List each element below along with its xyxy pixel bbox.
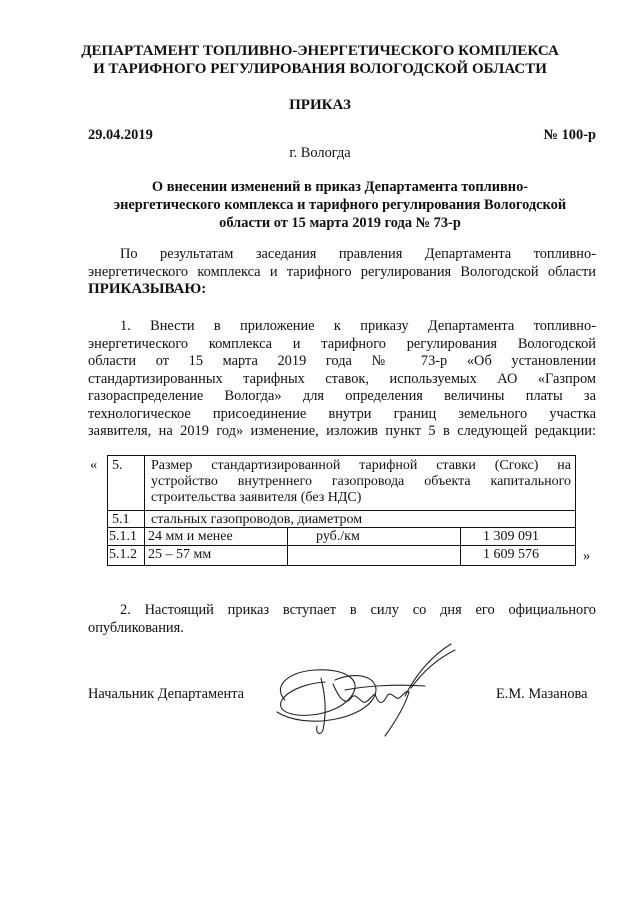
item1-paragraph xyxy=(88,318,596,441)
item1-line5: газораспределение Вологда» для определения величины платы за xyxy=(88,388,596,404)
table-row2-num: 5.1 xyxy=(112,512,130,527)
order-city: г. Вологда xyxy=(289,145,351,161)
table-row3-num: 5.1.1 xyxy=(109,529,137,544)
signatory-name: Е.М. Мазанова xyxy=(496,686,588,702)
handwritten-signature xyxy=(255,640,465,740)
table-row1-text-line2: устройство внутреннего газопровода объекта капитального xyxy=(151,474,571,489)
table-row3-text: 24 мм и менее xyxy=(148,529,233,544)
subject-line2: энергетического комплекса и тарифного регулирования Вологодской xyxy=(113,197,567,213)
table-row1-text xyxy=(147,457,575,507)
department-heading-line2: И ТАРИФНОГО РЕГУЛИРОВАНИЯ ВОЛОГОДСКОЙ ОБЛАСТИ xyxy=(93,61,547,77)
order-date: 29.04.2019 xyxy=(88,127,153,143)
table-row3-unit: руб./км xyxy=(316,529,360,544)
item1-line4: стандартизированных тарифных ставок, используемых АО «Газпром xyxy=(88,370,596,387)
table-row4-value: 1 609 576 xyxy=(483,547,539,562)
item2-line1: 2. Настоящий приказ вступает в силу со дня его официального xyxy=(120,602,596,618)
subject-line1: О внесении изменений в приказ Департамента топливно- xyxy=(151,179,529,195)
item1-line7: заявителя, на 2019 год» изменение, изложив пункт 5 в следующей редакции: xyxy=(88,423,596,439)
order-subject xyxy=(90,178,590,232)
subject-line3: области от 15 марта 2019 года № 73-р xyxy=(219,215,461,231)
table-row1-text-line3: строительства заявителя (без НДС) xyxy=(151,490,362,505)
table-open-quote: « xyxy=(90,457,98,473)
tariff-table xyxy=(107,455,576,566)
table-row4-text: 25 – 57 мм xyxy=(148,547,212,562)
preamble-paragraph xyxy=(88,246,596,299)
table-row2-text: стальных газопроводов, диаметром xyxy=(151,512,363,527)
order-word: ПРИКАЗЫВАЮ: xyxy=(88,281,207,297)
department-heading xyxy=(60,42,580,78)
table-row1-text-line1: Размер стандартизированной тарифной ставки (Сгокс) на xyxy=(151,458,571,473)
item1-line6: технологическое присоединение внутри границ земельного участка xyxy=(88,405,596,422)
document-type: ПРИКАЗ xyxy=(289,97,351,113)
preamble-line2: энергетического комплекса и тарифного регулирования Вологодской области xyxy=(88,263,596,280)
signatory-role: Начальник Департамента xyxy=(88,686,245,702)
item1-line3: области от 15 марта 2019 года № 73-р «Об установлении xyxy=(88,353,596,369)
table-row3-value: 1 309 091 xyxy=(483,529,539,544)
item1-line1: 1. Внести в приложение к приказу Департамента топливно- xyxy=(120,318,596,334)
item2-line2: опубликования. xyxy=(88,619,184,636)
table-row1-num: 5. xyxy=(112,458,123,473)
order-number: № 100-р xyxy=(543,127,596,143)
table-row4-num: 5.1.2 xyxy=(109,547,137,562)
preamble-line1: По результатам заседания правления Департамента топливно- xyxy=(120,246,596,262)
item2-paragraph xyxy=(88,602,596,637)
table-close-quote: » xyxy=(583,548,591,564)
department-heading-line1: ДЕПАРТАМЕНТ ТОПЛИВНО-ЭНЕРГЕТИЧЕСКОГО КОМПЛЕКСА xyxy=(81,43,559,59)
item1-line2: энергетического комплекса и тарифного регулирования Вологодской xyxy=(88,335,596,352)
